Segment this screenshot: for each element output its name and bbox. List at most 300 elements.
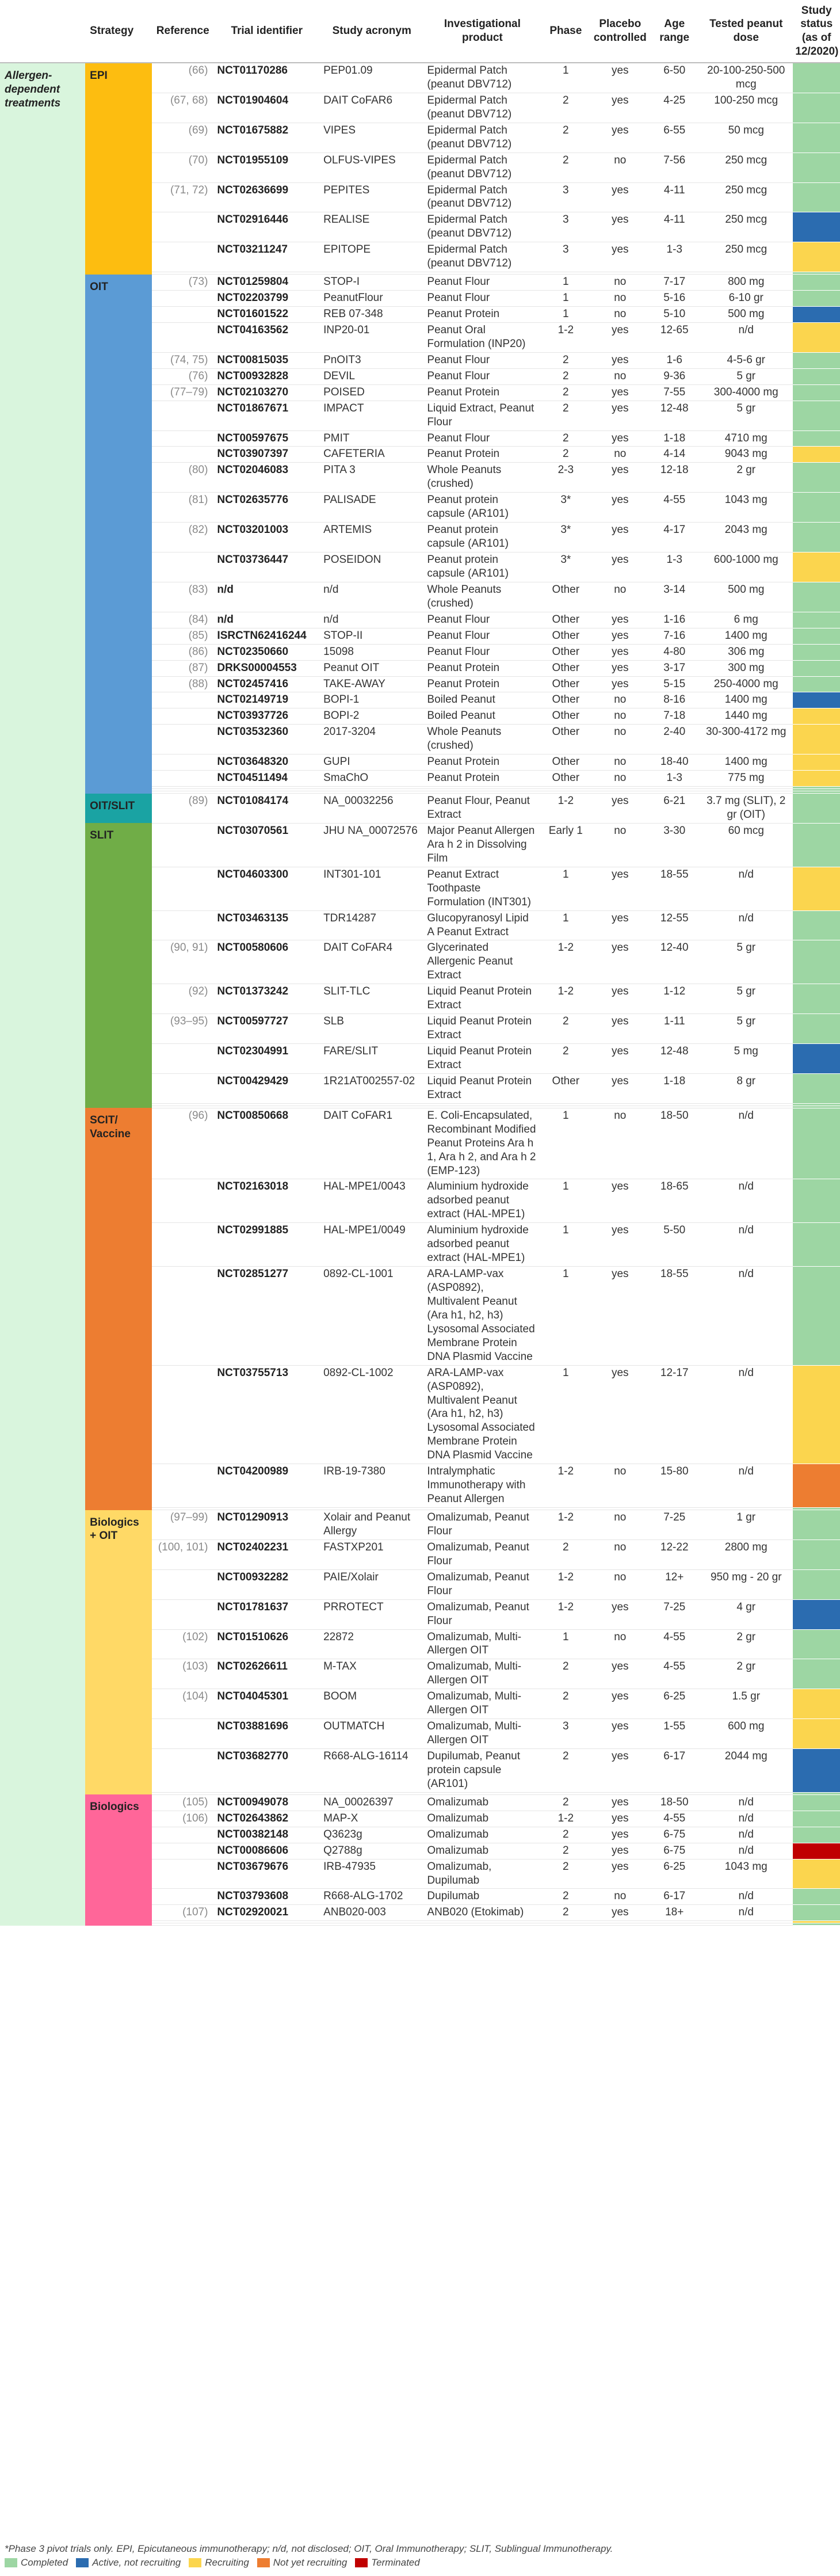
trial-identifier-cell: NCT01510626 bbox=[213, 1629, 320, 1659]
status-completed-cell bbox=[793, 1629, 840, 1659]
study-acronym-cell: 1R21AT002557-02 bbox=[320, 1073, 423, 1103]
trial-identifier-cell: NCT02203799 bbox=[213, 291, 320, 307]
placebo-controlled-cell: no bbox=[590, 823, 650, 867]
phase-cell: 2 bbox=[541, 352, 590, 368]
tested-dose-cell: 600-1000 mg bbox=[699, 552, 793, 582]
status-completed-cell bbox=[793, 1794, 840, 1811]
table-row bbox=[0, 1108, 840, 1179]
placebo-controlled-cell: yes bbox=[590, 322, 650, 352]
investigational-product-cell: Omalizumab bbox=[423, 1794, 541, 1811]
age-range-cell: 1-18 bbox=[650, 430, 699, 447]
investigational-product-cell: Peanut Protein bbox=[423, 676, 541, 692]
phase-cell: 1 bbox=[541, 307, 590, 323]
investigational-product-cell: Aluminium hydroxide adsorbed peanut extract (HAL-MPE1) bbox=[423, 1179, 541, 1223]
study-acronym-cell: 0892-CL-1002 bbox=[320, 1365, 423, 1464]
phase-cell: 1 bbox=[541, 275, 590, 291]
investigational-product-cell: Whole Peanuts (crushed) bbox=[423, 582, 541, 612]
age-range-cell: 12+ bbox=[650, 1569, 699, 1599]
trial-identifier-cell: NCT03793608 bbox=[213, 1889, 320, 1905]
placebo-controlled-cell: yes bbox=[590, 430, 650, 447]
placebo-controlled-cell: yes bbox=[590, 1811, 650, 1827]
placebo-controlled-cell: yes bbox=[590, 628, 650, 644]
investigational-product-cell: Liquid Extract, Peanut Flour bbox=[423, 401, 541, 430]
investigational-product-cell: Peanut Flour bbox=[423, 275, 541, 291]
age-range-cell: 18-50 bbox=[650, 1108, 699, 1179]
legend-swatch bbox=[257, 2558, 270, 2567]
strategy-scit-vaccine: SCIT/ Vaccine bbox=[85, 1108, 152, 1510]
phase-cell: 1 bbox=[541, 1179, 590, 1223]
tested-dose-cell: 6-10 gr bbox=[699, 291, 793, 307]
reference-cell: (70) bbox=[152, 153, 213, 182]
reference-cell: (93–95) bbox=[152, 1014, 213, 1044]
trial-identifier-cell: NCT03755713 bbox=[213, 1365, 320, 1464]
header-investigational-product: Investigational product bbox=[423, 0, 541, 63]
tested-dose-cell: 800 mg bbox=[699, 275, 793, 291]
reference-cell bbox=[152, 910, 213, 940]
status-completed-cell bbox=[793, 384, 840, 401]
placebo-controlled-cell: yes bbox=[590, 552, 650, 582]
tested-dose-cell: 250 mcg bbox=[699, 153, 793, 182]
phase-cell: 1 bbox=[541, 63, 590, 93]
tested-dose-cell: 2 gr bbox=[699, 1659, 793, 1689]
investigational-product-cell: Peanut Extract Toothpaste Formulation (INT301) bbox=[423, 867, 541, 910]
placebo-controlled-cell: no bbox=[590, 708, 650, 725]
reference-cell: (74, 75) bbox=[152, 352, 213, 368]
age-range-cell: 1-3 bbox=[650, 552, 699, 582]
investigational-product-cell: Peanut Flour bbox=[423, 612, 541, 628]
age-range-cell: 4-17 bbox=[650, 523, 699, 552]
tested-dose-cell: 250 mcg bbox=[699, 212, 793, 242]
trial-identifier-cell: NCT00949078 bbox=[213, 1794, 320, 1811]
phase-cell: 2 bbox=[541, 153, 590, 182]
status-completed-cell bbox=[793, 493, 840, 523]
legend-swatch bbox=[76, 2558, 89, 2567]
reference-cell bbox=[152, 401, 213, 430]
reference-cell bbox=[152, 1569, 213, 1599]
placebo-controlled-cell: yes bbox=[590, 984, 650, 1014]
reference-cell: (87) bbox=[152, 660, 213, 676]
reference-cell bbox=[152, 1889, 213, 1905]
age-range-cell: 6-75 bbox=[650, 1827, 699, 1843]
table-row bbox=[0, 823, 840, 867]
status-recruiting-cell bbox=[793, 1689, 840, 1719]
age-range-cell: 7-25 bbox=[650, 1599, 699, 1629]
status-completed-cell bbox=[793, 352, 840, 368]
status-completed-cell bbox=[793, 430, 840, 447]
strategy-epi: EPI bbox=[85, 63, 152, 275]
trial-identifier-cell: NCT03682770 bbox=[213, 1749, 320, 1793]
placebo-controlled-cell: no bbox=[590, 692, 650, 708]
investigational-product-cell: E. Coli-Encapsulated, Recombinant Modified Peanut Proteins Ara h 1, Ara h 2, and Ara h 2 (EMP-123) bbox=[423, 1108, 541, 1179]
status-recruiting-cell bbox=[793, 242, 840, 272]
reference-cell bbox=[152, 322, 213, 352]
trial-identifier-cell: NCT02103270 bbox=[213, 384, 320, 401]
status-completed-cell bbox=[793, 940, 840, 984]
status-completed-cell bbox=[793, 1108, 840, 1179]
trial-identifier-cell: NCT01601522 bbox=[213, 307, 320, 323]
status-completed-cell bbox=[793, 910, 840, 940]
strategy-biologics: Biologics bbox=[85, 1794, 152, 1926]
placebo-controlled-cell: yes bbox=[590, 384, 650, 401]
study-acronym-cell: REB 07-348 bbox=[320, 307, 423, 323]
investigational-product-cell: Whole Peanuts (crushed) bbox=[423, 725, 541, 754]
age-range-cell: 7-25 bbox=[650, 1510, 699, 1540]
reference-cell bbox=[152, 692, 213, 708]
investigational-product-cell: Peanut Protein bbox=[423, 660, 541, 676]
age-range-cell: 3-30 bbox=[650, 823, 699, 867]
phase-cell: Other bbox=[541, 708, 590, 725]
age-range-cell: 4-55 bbox=[650, 1659, 699, 1689]
investigational-product-cell: Peanut protein capsule (AR101) bbox=[423, 552, 541, 582]
trial-identifier-cell: NCT00597727 bbox=[213, 1014, 320, 1044]
tested-dose-cell: 20-100-250-500 mcg bbox=[699, 63, 793, 93]
tested-dose-cell: 2800 mg bbox=[699, 1539, 793, 1569]
table-row bbox=[0, 275, 840, 291]
footnote: *Phase 3 pivot trials only. EPI, Epicutaneous immunotherapy; n/d, not disclosed; OIT, Oral Immunotherapy; SLIT, Sublingual Immunotherapy. bbox=[5, 2543, 613, 2554]
study-acronym-cell: Xolair and Peanut Allergy bbox=[320, 1510, 423, 1540]
trial-identifier-cell: NCT02457416 bbox=[213, 676, 320, 692]
study-acronym-cell: n/d bbox=[320, 612, 423, 628]
age-range-cell: 1-55 bbox=[650, 1719, 699, 1749]
strategy-biologics-oit: Biologics + OIT bbox=[85, 1510, 152, 1795]
reference-cell bbox=[152, 430, 213, 447]
age-range-cell: 1-3 bbox=[650, 771, 699, 787]
reference-cell: (85) bbox=[152, 628, 213, 644]
legend-item-terminated bbox=[355, 2556, 419, 2569]
investigational-product-cell: Peanut Protein bbox=[423, 771, 541, 787]
placebo-controlled-cell: yes bbox=[590, 242, 650, 272]
age-range-cell: 6-50 bbox=[650, 63, 699, 93]
phase-cell: Other bbox=[541, 582, 590, 612]
status-completed-cell bbox=[793, 1827, 840, 1843]
status-completed-cell bbox=[793, 63, 840, 93]
age-range-cell: 6-21 bbox=[650, 794, 699, 824]
study-acronym-cell: PRROTECT bbox=[320, 1599, 423, 1629]
phase-cell: 1-2 bbox=[541, 794, 590, 824]
study-acronym-cell: Peanut OIT bbox=[320, 660, 423, 676]
phase-cell: 2 bbox=[541, 1014, 590, 1044]
status-notyet-cell bbox=[793, 1464, 840, 1508]
age-range-cell: 12-17 bbox=[650, 1365, 699, 1464]
study-acronym-cell: POSEIDON bbox=[320, 552, 423, 582]
placebo-controlled-cell: no bbox=[590, 368, 650, 384]
placebo-controlled-cell: no bbox=[590, 447, 650, 463]
status-recruiting-cell bbox=[793, 725, 840, 754]
reference-cell: (83) bbox=[152, 582, 213, 612]
trial-identifier-cell: NCT03736447 bbox=[213, 552, 320, 582]
tested-dose-cell bbox=[699, 1923, 793, 1926]
age-range-cell: 7-16 bbox=[650, 628, 699, 644]
investigational-product-cell: Omalizumab, Peanut Flour bbox=[423, 1539, 541, 1569]
tested-dose-cell: 1 gr bbox=[699, 1510, 793, 1540]
tested-dose-cell: 250 mcg bbox=[699, 182, 793, 212]
investigational-product-cell: Epidermal Patch (peanut DBV712) bbox=[423, 153, 541, 182]
tested-dose-cell: n/d bbox=[699, 867, 793, 910]
placebo-controlled-cell: yes bbox=[590, 352, 650, 368]
study-acronym-cell: REALISE bbox=[320, 212, 423, 242]
phase-cell: 1-2 bbox=[541, 1811, 590, 1827]
study-acronym-cell: VIPES bbox=[320, 123, 423, 153]
trial-identifier-cell: NCT02916446 bbox=[213, 212, 320, 242]
investigational-product-cell: Epidermal Patch (peanut DBV712) bbox=[423, 93, 541, 123]
reference-cell: (73) bbox=[152, 275, 213, 291]
reference-cell: (102) bbox=[152, 1629, 213, 1659]
legend-label: Terminated bbox=[371, 2557, 420, 2569]
reference-cell bbox=[152, 754, 213, 771]
reference-cell: (76) bbox=[152, 368, 213, 384]
table-footer bbox=[0, 2543, 840, 2569]
age-range-cell: 12-18 bbox=[650, 463, 699, 493]
reference-cell bbox=[152, 1843, 213, 1859]
tested-dose-cell: 500 mg bbox=[699, 307, 793, 323]
study-acronym-cell: IRB-19-7380 bbox=[320, 1464, 423, 1508]
phase-cell: 2-3 bbox=[541, 463, 590, 493]
age-range-cell: 18-50 bbox=[650, 1794, 699, 1811]
placebo-controlled-cell: yes bbox=[590, 63, 650, 93]
reference-cell bbox=[152, 1044, 213, 1074]
placebo-controlled-cell: no bbox=[590, 582, 650, 612]
trial-identifier-cell: NCT04163562 bbox=[213, 322, 320, 352]
tested-dose-cell: 6 mg bbox=[699, 612, 793, 628]
phase-cell: 2 bbox=[541, 1794, 590, 1811]
status-completed-cell bbox=[793, 523, 840, 552]
age-range-cell: 1-18 bbox=[650, 1073, 699, 1103]
age-range-cell: 1-12 bbox=[650, 984, 699, 1014]
age-range-cell: 12-48 bbox=[650, 1044, 699, 1074]
placebo-controlled-cell: yes bbox=[590, 1365, 650, 1464]
status-completed-cell bbox=[793, 1905, 840, 1921]
reference-cell: (89) bbox=[152, 794, 213, 824]
trial-identifier-cell: NCT03201003 bbox=[213, 523, 320, 552]
tested-dose-cell: 4 gr bbox=[699, 1599, 793, 1629]
trial-identifier-cell: NCT02991885 bbox=[213, 1223, 320, 1267]
reference-cell: (103) bbox=[152, 1659, 213, 1689]
age-range-cell: 3-14 bbox=[650, 582, 699, 612]
investigational-product-cell: Peanut Protein bbox=[423, 754, 541, 771]
study-acronym-cell: GUPI bbox=[320, 754, 423, 771]
reference-cell bbox=[152, 291, 213, 307]
tested-dose-cell: 5 gr bbox=[699, 1014, 793, 1044]
tested-dose-cell: 100-250 mcg bbox=[699, 93, 793, 123]
trial-identifier-cell: NCT02920021 bbox=[213, 1905, 320, 1921]
reference-cell bbox=[152, 1223, 213, 1267]
phase-cell: 1 bbox=[541, 1108, 590, 1179]
phase-cell: 2 bbox=[541, 1539, 590, 1569]
trial-identifier-cell: NCT03070561 bbox=[213, 823, 320, 867]
tested-dose-cell: 60 mcg bbox=[699, 823, 793, 867]
reference-cell bbox=[152, 1749, 213, 1793]
table-body bbox=[0, 63, 840, 1926]
tested-dose-cell: 2043 mg bbox=[699, 523, 793, 552]
phase-cell: Other bbox=[541, 644, 590, 660]
status-completed-cell bbox=[793, 1179, 840, 1223]
age-range-cell: 5-15 bbox=[650, 676, 699, 692]
reference-cell bbox=[152, 771, 213, 787]
tested-dose-cell: n/d bbox=[699, 322, 793, 352]
status-completed-cell bbox=[793, 1014, 840, 1044]
header-placebo-controlled: Placebo controlled bbox=[590, 0, 650, 63]
status-completed-cell bbox=[793, 1659, 840, 1689]
trial-identifier-cell: NCT02149719 bbox=[213, 692, 320, 708]
investigational-product-cell: Peanut Flour, Peanut Extract bbox=[423, 794, 541, 824]
placebo-controlled-cell: yes bbox=[590, 660, 650, 676]
study-acronym-cell: STOP-II bbox=[320, 628, 423, 644]
tested-dose-cell: n/d bbox=[699, 1905, 793, 1921]
placebo-controlled-cell: yes bbox=[590, 1905, 650, 1921]
tested-dose-cell: 2 gr bbox=[699, 1629, 793, 1659]
placebo-controlled-cell: no bbox=[590, 1569, 650, 1599]
investigational-product-cell: Epidermal Patch (peanut DBV712) bbox=[423, 63, 541, 93]
tested-dose-cell: 2 gr bbox=[699, 463, 793, 493]
age-range-cell: 9-36 bbox=[650, 368, 699, 384]
trial-identifier-cell: NCT04045301 bbox=[213, 1689, 320, 1719]
tested-dose-cell: 1400 mg bbox=[699, 692, 793, 708]
placebo-controlled-cell: yes bbox=[590, 1044, 650, 1074]
trial-identifier-cell: DRKS00004553 bbox=[213, 660, 320, 676]
reference-cell: (69) bbox=[152, 123, 213, 153]
placebo-controlled-cell: yes bbox=[590, 401, 650, 430]
study-acronym-cell: STOP-I bbox=[320, 275, 423, 291]
investigational-product-cell: ANB020 (Etokimab) bbox=[423, 1905, 541, 1921]
phase-cell: Other bbox=[541, 754, 590, 771]
study-acronym-cell: DAIT CoFAR4 bbox=[320, 940, 423, 984]
investigational-product-cell: Epidermal Patch (peanut DBV712) bbox=[423, 182, 541, 212]
reference-cell: (100, 101) bbox=[152, 1539, 213, 1569]
status-completed-cell bbox=[793, 153, 840, 182]
reference-cell bbox=[152, 1179, 213, 1223]
study-acronym-cell: PeanutFlour bbox=[320, 291, 423, 307]
legend-item-active bbox=[76, 2556, 181, 2569]
status-completed-cell bbox=[793, 93, 840, 123]
tested-dose-cell: 250-4000 mg bbox=[699, 676, 793, 692]
trial-identifier-cell: NCT02635776 bbox=[213, 493, 320, 523]
reference-cell bbox=[152, 1365, 213, 1464]
reference-cell bbox=[152, 1923, 213, 1926]
status-completed-cell bbox=[793, 1569, 840, 1599]
placebo-controlled-cell: yes bbox=[590, 93, 650, 123]
trial-identifier-cell: NCT00597675 bbox=[213, 430, 320, 447]
study-acronym-cell: M-TAX bbox=[320, 1659, 423, 1689]
age-range-cell: 7-17 bbox=[650, 275, 699, 291]
reference-cell bbox=[152, 1267, 213, 1366]
reference-cell: (92) bbox=[152, 984, 213, 1014]
trial-identifier-cell bbox=[213, 1923, 320, 1926]
age-range-cell: 4-55 bbox=[650, 1811, 699, 1827]
strategy-oit: OIT bbox=[85, 275, 152, 794]
age-range-cell: 4-14 bbox=[650, 447, 699, 463]
investigational-product-cell: Omalizumab, Multi-Allergen OIT bbox=[423, 1719, 541, 1749]
phase-cell: 1 bbox=[541, 1223, 590, 1267]
status-completed-cell bbox=[793, 1889, 840, 1905]
tested-dose-cell: 5 gr bbox=[699, 401, 793, 430]
age-range-cell: 6-75 bbox=[650, 1843, 699, 1859]
status-completed-cell bbox=[793, 823, 840, 867]
status-recruiting-cell bbox=[793, 708, 840, 725]
study-acronym-cell: FASTXP201 bbox=[320, 1539, 423, 1569]
study-acronym-cell: SmaChO bbox=[320, 771, 423, 787]
status-terminated-cell bbox=[793, 1843, 840, 1859]
investigational-product-cell: Peanut Flour bbox=[423, 628, 541, 644]
investigational-product-cell: Peanut Flour bbox=[423, 291, 541, 307]
placebo-controlled-cell: yes bbox=[590, 1859, 650, 1889]
age-range-cell: 6-17 bbox=[650, 1749, 699, 1793]
study-acronym-cell: PnOIT3 bbox=[320, 352, 423, 368]
trial-identifier-cell: NCT02350660 bbox=[213, 644, 320, 660]
investigational-product-cell: Omalizumab bbox=[423, 1827, 541, 1843]
investigational-product-cell: Boiled Peanut bbox=[423, 708, 541, 725]
phase-cell: 3* bbox=[541, 523, 590, 552]
tested-dose-cell: 4-5-6 gr bbox=[699, 352, 793, 368]
study-acronym-cell: ANB020-003 bbox=[320, 1905, 423, 1921]
investigational-product-cell: Peanut Flour bbox=[423, 644, 541, 660]
age-range-cell: 18-65 bbox=[650, 1179, 699, 1223]
investigational-product-cell: ARA-LAMP-vax (ASP0892), Multivalent Peanut (Ara h1, h2, h3) Lysosomal Associated Membrane Protein DNA Plasmid Vaccine bbox=[423, 1365, 541, 1464]
study-acronym-cell: PEPITES bbox=[320, 182, 423, 212]
phase-cell: 2 bbox=[541, 93, 590, 123]
status-completed-cell bbox=[793, 1267, 840, 1366]
reference-cell bbox=[152, 708, 213, 725]
study-acronym-cell: DEVIL bbox=[320, 368, 423, 384]
status-completed-cell bbox=[793, 660, 840, 676]
trial-identifier-cell: NCT01904604 bbox=[213, 93, 320, 123]
status-completed-cell bbox=[793, 275, 840, 291]
tested-dose-cell: 50 mcg bbox=[699, 123, 793, 153]
status-active-cell bbox=[793, 307, 840, 323]
status-completed-cell bbox=[793, 463, 840, 493]
investigational-product-cell: Omalizumab bbox=[423, 1811, 541, 1827]
age-range-cell: 4-80 bbox=[650, 644, 699, 660]
study-acronym-cell: 2017-3204 bbox=[320, 725, 423, 754]
legend-label: Active, not recruiting bbox=[92, 2557, 181, 2569]
age-range-cell: 5-10 bbox=[650, 307, 699, 323]
age-range-cell: 7-56 bbox=[650, 153, 699, 182]
investigational-product-cell: Intralymphatic Immunotherapy with Peanut Allergen bbox=[423, 1464, 541, 1508]
age-range-cell: 1-6 bbox=[650, 352, 699, 368]
placebo-controlled-cell: yes bbox=[590, 1267, 650, 1366]
reference-cell: (97–99) bbox=[152, 1510, 213, 1540]
study-acronym-cell: MAP-X bbox=[320, 1811, 423, 1827]
tested-dose-cell: 600 mg bbox=[699, 1719, 793, 1749]
placebo-controlled-cell: yes bbox=[590, 182, 650, 212]
trial-identifier-cell: NCT03937726 bbox=[213, 708, 320, 725]
age-range-cell: 4-55 bbox=[650, 493, 699, 523]
investigational-product-cell: Peanut protein capsule (AR101) bbox=[423, 493, 541, 523]
age-range-cell: 6-55 bbox=[650, 123, 699, 153]
placebo-controlled-cell: yes bbox=[590, 523, 650, 552]
phase-cell: 1-2 bbox=[541, 984, 590, 1014]
age-range-cell: 18-55 bbox=[650, 1267, 699, 1366]
phase-cell: Other bbox=[541, 660, 590, 676]
trial-identifier-cell: NCT00850668 bbox=[213, 1108, 320, 1179]
trial-identifier-cell: NCT01781637 bbox=[213, 1599, 320, 1629]
placebo-controlled-cell: yes bbox=[590, 1827, 650, 1843]
reference-cell: (77–79) bbox=[152, 384, 213, 401]
age-range-cell: 5-16 bbox=[650, 291, 699, 307]
phase-cell: 3 bbox=[541, 212, 590, 242]
investigational-product-cell: Peanut Flour bbox=[423, 368, 541, 384]
tested-dose-cell: n/d bbox=[699, 1889, 793, 1905]
age-range-cell: 4-25 bbox=[650, 93, 699, 123]
placebo-controlled-cell: no bbox=[590, 1629, 650, 1659]
trial-identifier-cell: NCT00815035 bbox=[213, 352, 320, 368]
legend-swatch bbox=[355, 2558, 368, 2567]
tested-dose-cell: 306 mg bbox=[699, 644, 793, 660]
placebo-controlled-cell: yes bbox=[590, 1659, 650, 1689]
phase-cell: 1 bbox=[541, 910, 590, 940]
reference-cell: (84) bbox=[152, 612, 213, 628]
tested-dose-cell: 4710 mg bbox=[699, 430, 793, 447]
phase-cell: 2 bbox=[541, 1749, 590, 1793]
